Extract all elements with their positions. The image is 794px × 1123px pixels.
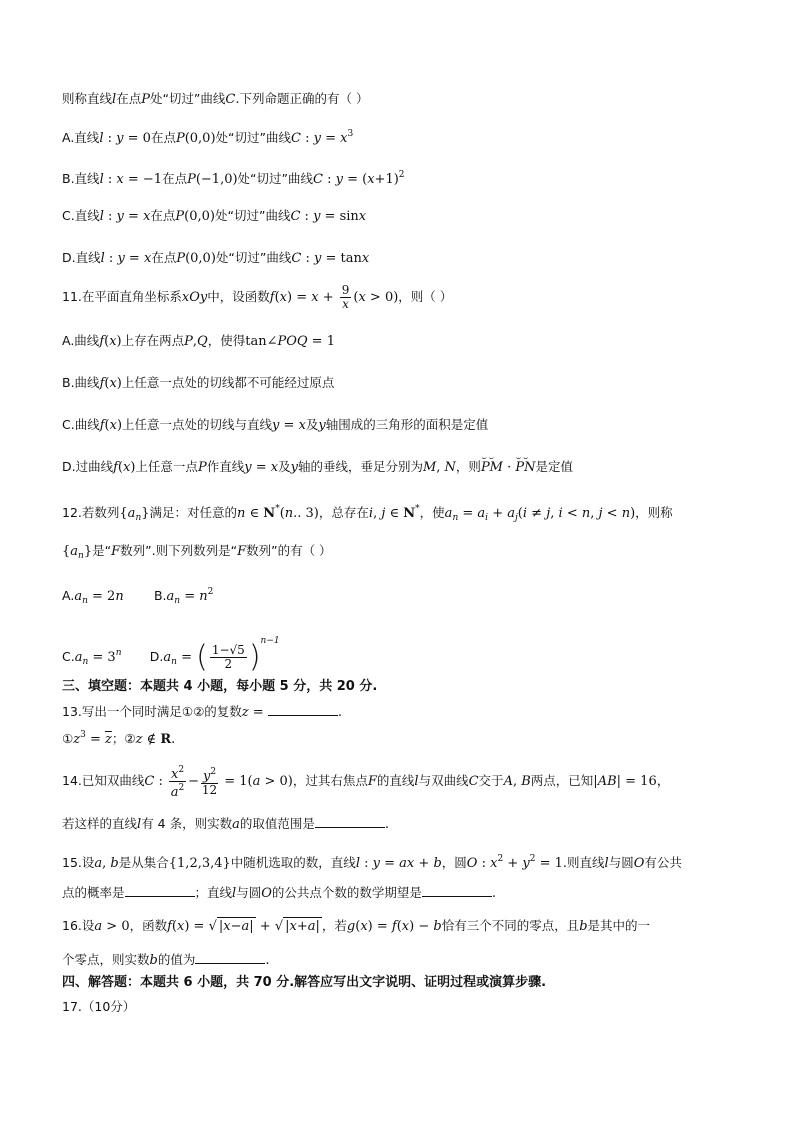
text: 11.在平面直角坐标系 bbox=[62, 289, 182, 304]
text: D.过曲线 bbox=[62, 459, 114, 474]
answer-blank[interactable] bbox=[422, 884, 492, 897]
q14-stem-2: 若这样的直线l有 4 条，则实数a的取值范围是 . bbox=[62, 816, 390, 832]
answer-blank[interactable] bbox=[268, 703, 338, 716]
text: 个零点，则实数 bbox=[62, 952, 150, 967]
text: ，过其右焦点 bbox=[292, 773, 368, 788]
q10-option-d: D.直线l : y = x在点P(0,0)处“切过”曲线C : y = tanx bbox=[62, 250, 370, 266]
text: 则称直线 bbox=[62, 91, 113, 106]
q15-stem-2: 点的概率是 ；直线l与圆O的公共点个数的数学期望是 . bbox=[62, 885, 497, 901]
text: 处“切过”曲线 bbox=[215, 130, 291, 145]
text: 轴围成的三角形的面积是定值 bbox=[325, 417, 489, 432]
text: D. bbox=[149, 649, 164, 664]
text: C.直线 bbox=[62, 208, 100, 223]
text: 有 4 条，则实数 bbox=[141, 816, 233, 831]
text: 交于 bbox=[478, 773, 504, 788]
text: 的公共点个数的数学期望是 bbox=[271, 885, 422, 900]
text: 有公共 bbox=[644, 855, 682, 870]
intro-line: 则称直线l在点P处“切过”曲线C.下列命题正确的有（ ） bbox=[62, 91, 369, 107]
text: 与双曲线 bbox=[418, 773, 469, 788]
q11-stem: 11.在平面直角坐标系xOy中，设函数f(x) = x + $\frac{9}{x}$ (x > 0)，则（ ） bbox=[62, 283, 453, 311]
text: 轴的垂线，垂足分别为 bbox=[297, 459, 423, 474]
text: 处“切过”曲线 bbox=[215, 208, 291, 223]
q12-stem-1: 12.若数列$\{a_n\}$满足：对任意的n ∈ N*(n.. 3)，总存在i, j ∈ N*，使$a_n = a_i + a_j(i \ne j$, i < n, j < n)，则称 bbox=[62, 504, 673, 523]
q11-option-d: D.过曲线f(x)上任意一点P作直线y = x及y轴的垂线，垂足分别为M, N，则⌣⌣ PM · ⌣⌣ PN是定值 bbox=[62, 458, 573, 477]
text: ，则 bbox=[455, 459, 481, 474]
text: ；直线 bbox=[194, 885, 233, 900]
q17-label: 17.（10分） bbox=[62, 999, 136, 1014]
text: 点的概率是 bbox=[62, 885, 125, 900]
text: 与圆 bbox=[236, 885, 262, 900]
text: ① bbox=[62, 731, 74, 746]
text: 及 bbox=[278, 459, 291, 474]
text: 是从集合 bbox=[118, 855, 169, 870]
text: 上存在两点 bbox=[121, 333, 185, 348]
text: ，函数 bbox=[129, 918, 168, 933]
q13-conditions: $①z^3 = \overline{z}$；②z ∉ R. bbox=[62, 730, 176, 747]
q12-options-cd: $C.a_n = 3^n$ $D.a_n$ = ( $\frac{1-√5}{2}$ )$^{n-1}$ bbox=[62, 636, 280, 675]
text: ，圆 bbox=[441, 855, 467, 870]
text: C.曲线 bbox=[62, 417, 100, 432]
text: 则直线 bbox=[567, 855, 605, 870]
text: ，使 bbox=[419, 505, 445, 520]
text: 与圆 bbox=[608, 855, 634, 870]
text: 是其中的一 bbox=[587, 918, 651, 933]
answer-blank[interactable] bbox=[315, 815, 385, 828]
text: 处“切过”曲线 bbox=[215, 250, 292, 265]
q11-option-c: C.曲线f(x)上任意一点处的切线与直线y = x及y轴围成的三角形的面积是定值 bbox=[62, 417, 489, 433]
text: 数列”的有（ ） bbox=[246, 543, 332, 558]
text: 数列”.则下列数列是“ bbox=[120, 543, 238, 558]
q16-stem-1: 16.设a > 0，函数f(x) = √ |x−a| + √ |x+a| ，若g(x) = f(x) − b恰有三个不同的零点，且b是其中的一 bbox=[62, 918, 651, 934]
text: D.直线 bbox=[62, 250, 101, 265]
text: 的直线 bbox=[376, 773, 415, 788]
text: 两点，已知 bbox=[530, 773, 594, 788]
q15-stem-1: 15.设a, b是从集合{1,2,3,4}中随机选取的数，直线l : y = ax + b，圆O : $x^2 + y^2 = 1$.则直线l与圆O有公共 bbox=[62, 854, 682, 871]
text: 下列命题正确的有（ ） bbox=[239, 91, 369, 106]
q10-option-c: C.直线l : y = x在点P(0,0)处“切过”曲线C : y = sinx bbox=[62, 208, 367, 224]
q10-option-a: A.直线l : y = 0在点P(0,0)处“切过”曲线C : $y = x^3$ bbox=[62, 129, 354, 146]
text: 14.已知双曲线 bbox=[62, 773, 145, 788]
text: 是“ bbox=[92, 543, 112, 558]
text: 上任意一点处的切线与直线 bbox=[122, 417, 273, 432]
text: 在点 bbox=[116, 91, 142, 106]
answer-blank[interactable] bbox=[125, 884, 195, 897]
text: A.直线 bbox=[62, 130, 100, 145]
q10-option-b: B.直线l : x = −1在点P(−1,0)处“切过”曲线C : $y = (x+1)^2$ bbox=[62, 170, 405, 187]
text: 在点 bbox=[150, 130, 176, 145]
q13-stem: 13.写出一个同时满足①②的复数z = . bbox=[62, 704, 342, 720]
text: ，则（ ） bbox=[398, 289, 453, 304]
text: ；② bbox=[111, 731, 136, 746]
text: 是定值 bbox=[535, 459, 574, 474]
text: 若这样的直线 bbox=[62, 816, 138, 831]
text: A.曲线 bbox=[62, 333, 100, 348]
text: 的值为 bbox=[157, 952, 196, 967]
text: 满足：对任意的 bbox=[149, 505, 238, 520]
text: B. bbox=[153, 588, 167, 603]
text: ，总存在 bbox=[318, 505, 369, 520]
text: 15.设 bbox=[62, 855, 95, 870]
text: 的取值范围是 bbox=[239, 816, 315, 831]
section-4-heading: 四、解答题：本题共 6 小题，共 70 分.解答应写出文字说明、证明过程或演算步骤. bbox=[62, 975, 547, 990]
text: ，若 bbox=[321, 918, 347, 933]
q11-option-a: A.曲线f(x)上存在两点P,Q，使得tan∠POQ = 1 bbox=[62, 333, 335, 349]
text: 16.设 bbox=[62, 918, 95, 933]
text: 作直线 bbox=[206, 459, 245, 474]
answer-blank[interactable] bbox=[195, 951, 265, 964]
text: 13.写出一个同时满足①②的复数 bbox=[62, 704, 242, 719]
text: 及 bbox=[305, 417, 319, 432]
text: 处“切过”曲线 bbox=[237, 171, 313, 186]
text: B.直线 bbox=[62, 171, 100, 186]
text: 在点 bbox=[162, 171, 188, 186]
q12-stem-2: $\{a_n\}$是“F数列”.则下列数列是“F数列”的有（ ） bbox=[62, 543, 332, 561]
q11-option-b: B.曲线f(x)上任意一点处的切线都不可能经过原点 bbox=[62, 375, 335, 391]
text: A. bbox=[62, 588, 75, 603]
text: 恰有三个不同的零点，且 bbox=[441, 918, 580, 933]
text: 中，设函数 bbox=[207, 289, 270, 304]
text: 中随机选取的数，直线 bbox=[230, 855, 356, 870]
text: B.曲线 bbox=[62, 375, 100, 390]
text: 上任意一点 bbox=[135, 459, 198, 474]
text: C. bbox=[62, 649, 75, 664]
q12-options-ab: $A.a_n = 2n$ $B.a_n = n^2$ bbox=[62, 587, 214, 606]
text: 12.若数列 bbox=[62, 505, 120, 520]
q16-stem-2: 个零点，则实数b的值为 . bbox=[62, 952, 270, 968]
section-3-heading: 三、填空题：本题共 4 小题，每小题 5 分，共 20 分. bbox=[62, 679, 378, 694]
q14-stem-1: 14.已知双曲线C : $\frac{x^2}{a^2}$ − $\frac{y^2}{12}$ = 1(a > 0)，过其右焦点F的直线l与双曲线C交于A, B两点，已知|AB| = 16， bbox=[62, 765, 670, 800]
text: ，则称 bbox=[635, 505, 673, 520]
text: 上任意一点处的切线都不可能经过原点 bbox=[121, 375, 335, 390]
text: 在点 bbox=[150, 208, 176, 223]
text: 处“切过”曲线 bbox=[149, 91, 226, 106]
text: 在点 bbox=[151, 250, 177, 265]
text: ，使得 bbox=[207, 333, 246, 348]
